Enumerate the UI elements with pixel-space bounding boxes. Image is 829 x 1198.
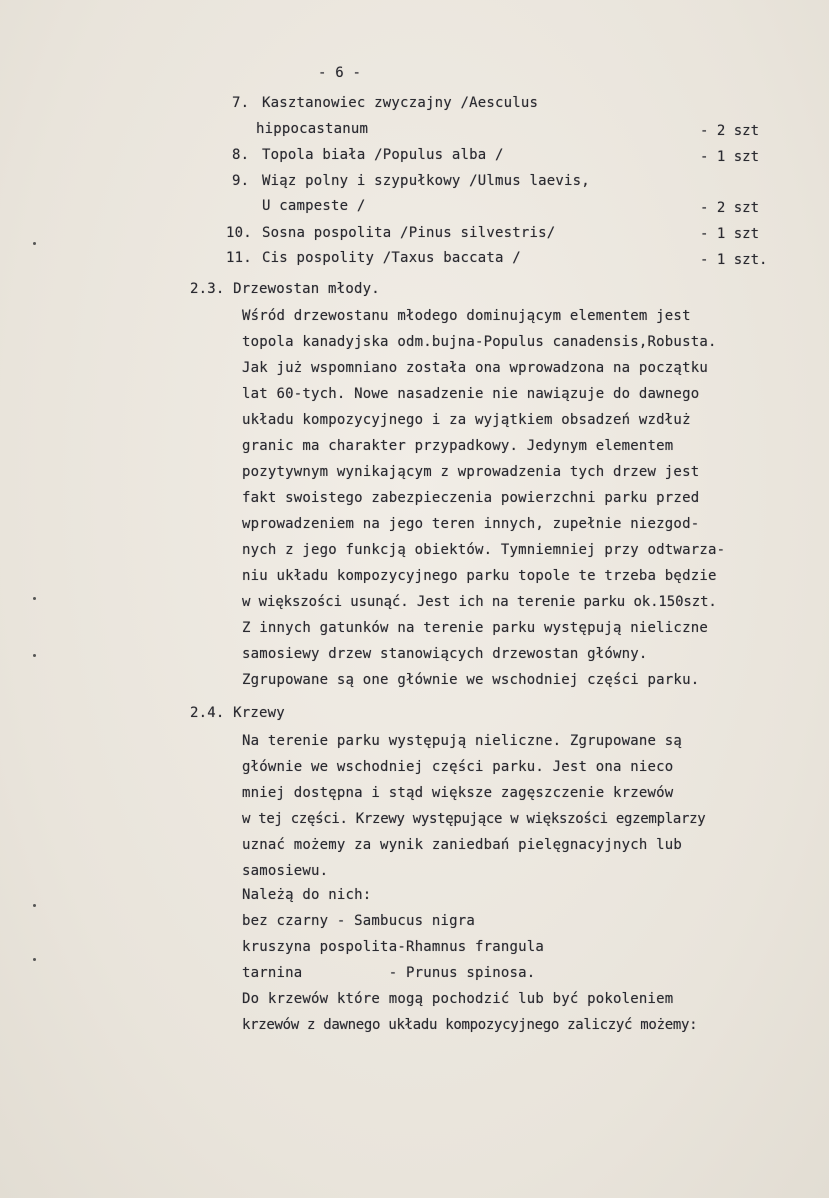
- paragraph-line: nych z jego funkcją obiektów. Tymniemniej przy odtwarza-: [242, 542, 726, 558]
- list-item-text: U campeste /: [262, 198, 366, 214]
- paragraph-line: topola kanadyjska odm.bujna-Populus canadensis,Robusta.: [242, 334, 717, 350]
- margin-speck: [33, 597, 36, 600]
- margin-speck: [33, 242, 36, 245]
- paragraph-line: Wśród drzewostanu młodego dominującym elementem jest: [242, 308, 691, 324]
- list-item-quantity: - 1 szt: [700, 149, 760, 165]
- paragraph-line: lat 60-tych. Nowe nasadzenie nie nawiązuje do dawnego: [242, 386, 700, 402]
- list-item-text: Wiąz polny i szypułkowy /Ulmus laevis,: [262, 173, 590, 189]
- paragraph-line: głównie we wschodniej części parku. Jest ona nieco: [242, 759, 674, 775]
- paragraph-line: Jak już wspomniano została ona wprowadzona na początku: [242, 360, 708, 376]
- paragraph-line: niu układu kompozycyjnego parku topole te trzeba będzie: [242, 568, 717, 584]
- paragraph-line: Należą do nich:: [242, 887, 372, 903]
- paragraph-line: samosiewu.: [242, 863, 329, 879]
- list-item-text: hippocastanum: [256, 121, 369, 137]
- section-heading: 2.3. Drzewostan młody.: [190, 281, 380, 297]
- list-item-text: Kasztanowiec zwyczajny /Aesculus: [262, 95, 539, 111]
- paragraph-line: w tej części. Krzewy występujące w większości egzemplarzy: [242, 811, 706, 827]
- list-item-quantity: - 2 szt: [700, 200, 760, 216]
- species-line: tarnina - Prunus spinosa.: [242, 965, 536, 981]
- list-item-text: Sosna pospolita /Pinus silvestris/: [262, 225, 556, 241]
- list-item-number: 10.: [226, 225, 252, 241]
- paragraph-line: wprowadzeniem na jego teren innych, zupełnie niezgod-: [242, 516, 700, 532]
- margin-speck: [33, 654, 36, 657]
- margin-speck: [33, 958, 36, 961]
- paragraph-line: fakt swoistego zabezpieczenia powierzchni parku przed: [242, 490, 700, 506]
- paragraph-line: Na terenie parku występują nieliczne. Zgrupowane są: [242, 733, 683, 749]
- paragraph-line: uznać możemy za wynik zaniedbań pielęgnacyjnych lub: [242, 837, 683, 853]
- paragraph-line: Do krzewów które mogą pochodzić lub być pokoleniem: [242, 991, 674, 1007]
- paragraph-line: Zgrupowane są one głównie we wschodniej części parku.: [242, 672, 700, 688]
- list-item-number: 11.: [226, 250, 252, 266]
- list-item-quantity: - 2 szt: [700, 123, 760, 139]
- paragraph-line: krzewów z dawnego układu kompozycyjnego zaliczyć możemy:: [242, 1017, 698, 1033]
- list-item-number: 7.: [232, 95, 250, 111]
- species-line: bez czarny - Sambucus nigra: [242, 913, 475, 929]
- list-item-text: Topola biała /Populus alba /: [262, 147, 504, 163]
- list-item-number: 8.: [232, 147, 250, 163]
- list-item-quantity: - 1 szt.: [700, 252, 768, 268]
- list-item-number: 9.: [232, 173, 250, 189]
- paragraph-line: układu kompozycyjnego i za wyjątkiem obsadzeń wzdłuż: [242, 412, 691, 428]
- paragraph-line: w większości usunąć. Jest ich na terenie parku ok.150szt.: [242, 594, 717, 610]
- margin-speck: [33, 904, 36, 907]
- paragraph-line: pozytywnym wynikającym z wprowadzenia tych drzew jest: [242, 464, 700, 480]
- paragraph-line: Z innych gatunków na terenie parku występują nieliczne: [242, 620, 708, 636]
- list-item-quantity: - 1 szt: [700, 226, 760, 242]
- list-item-text: Cis pospolity /Taxus baccata /: [262, 250, 521, 266]
- paragraph-line: samosiewy drzew stanowiących drzewostan główny.: [242, 646, 648, 662]
- page-number: - 6 -: [318, 65, 362, 81]
- paragraph-line: granic ma charakter przypadkowy. Jedynym elementem: [242, 438, 674, 454]
- species-line: kruszyna pospolita-Rhamnus frangula: [242, 939, 545, 955]
- paragraph-line: mniej dostępna i stąd większe zagęszczenie krzewów: [242, 785, 674, 801]
- section-heading: 2.4. Krzewy: [190, 705, 285, 721]
